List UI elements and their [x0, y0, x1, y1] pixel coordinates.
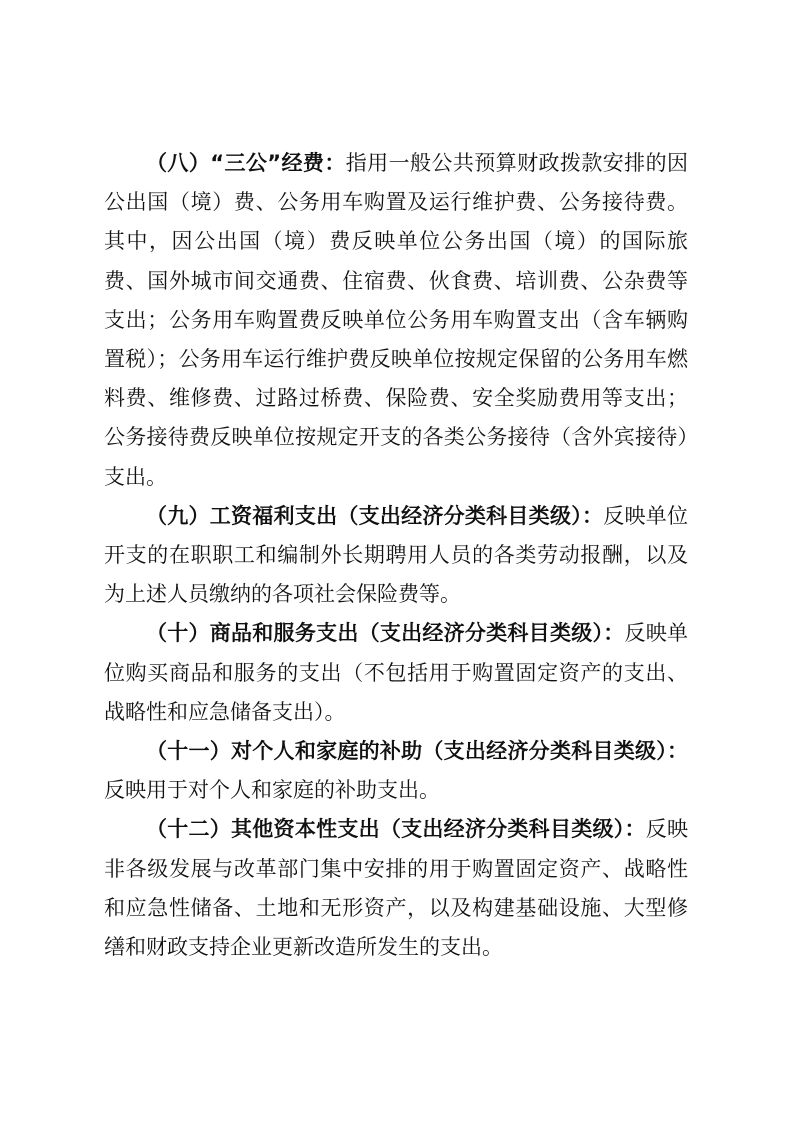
paragraph-three-public-expenses: [104, 144, 688, 497]
paragraph-household-subsidy: [104, 732, 688, 810]
paragraph-body: 反映用于对个人和家庭的补助支出。: [104, 778, 440, 803]
paragraph-body: 反映非各级发展与改革部门集中安排的用于购置固定资产、战略性和应急性储备、土地和无形资产，以及构建基础设施、大型修缮和财政支持企业更新改造所发生的支出。: [104, 817, 689, 960]
paragraph-term: （十一）对个人和家庭的补助（支出经济分类科目类级）：: [146, 739, 688, 764]
paragraph-wages-welfare: [104, 497, 688, 615]
paragraph-term: （十二）其他资本性支出（支出经济分类科目类级）：: [146, 817, 646, 842]
paragraph-other-capital: [104, 810, 688, 967]
paragraph-body: 反映单位开支的在职职工和编制外长期聘用人员的各类劳动报酬，以及为上述人员缴纳的各项社会保险费等。: [104, 503, 688, 607]
paragraph-goods-services: [104, 614, 688, 732]
paragraph-body: 指用一般公共预算财政拨款安排的因公出国（境）费、公务用车购置及运行维护费、公务接待费。其中，因公出国（境）费反映单位公务出国（境）的国际旅费、国外城市间交通费、住宿费、伙食费、培训费、公杂费等支出；公务用车购置费反映单位公务用车购置支出（含车辆购置税）；公务用车运行维护费反映单位按规定保留的公务用车燃料费、维修费、过路过桥费、保险费、安全奖励费用等支出；公务接待费反映单位按规定开支的各类公务接待（含外宾接待）支出。: [104, 151, 688, 489]
paragraph-body: 反映单位购买商品和服务的支出（不包括用于购置固定资产的支出、战略性和应急储备支出）。: [104, 621, 689, 724]
paragraph-term: （九）工资福利支出（支出经济分类科目类级）：: [146, 503, 604, 528]
paragraph-term: （十）商品和服务支出（支出经济分类科目类级）：: [146, 621, 625, 646]
document-body: [104, 144, 688, 967]
paragraph-term: （八）“三公”经费：: [146, 151, 346, 175]
